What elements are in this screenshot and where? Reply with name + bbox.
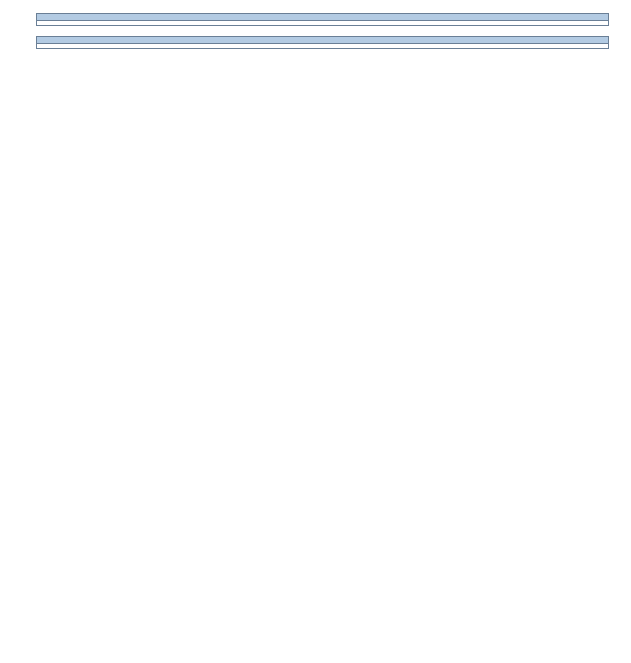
kitchen-block <box>36 13 609 26</box>
report-page <box>36 5 609 49</box>
interior-intro <box>37 44 608 48</box>
kitchen-title <box>37 14 608 21</box>
interior-title <box>37 37 608 44</box>
kitchen-intro <box>37 21 608 25</box>
interior-block <box>36 36 609 49</box>
